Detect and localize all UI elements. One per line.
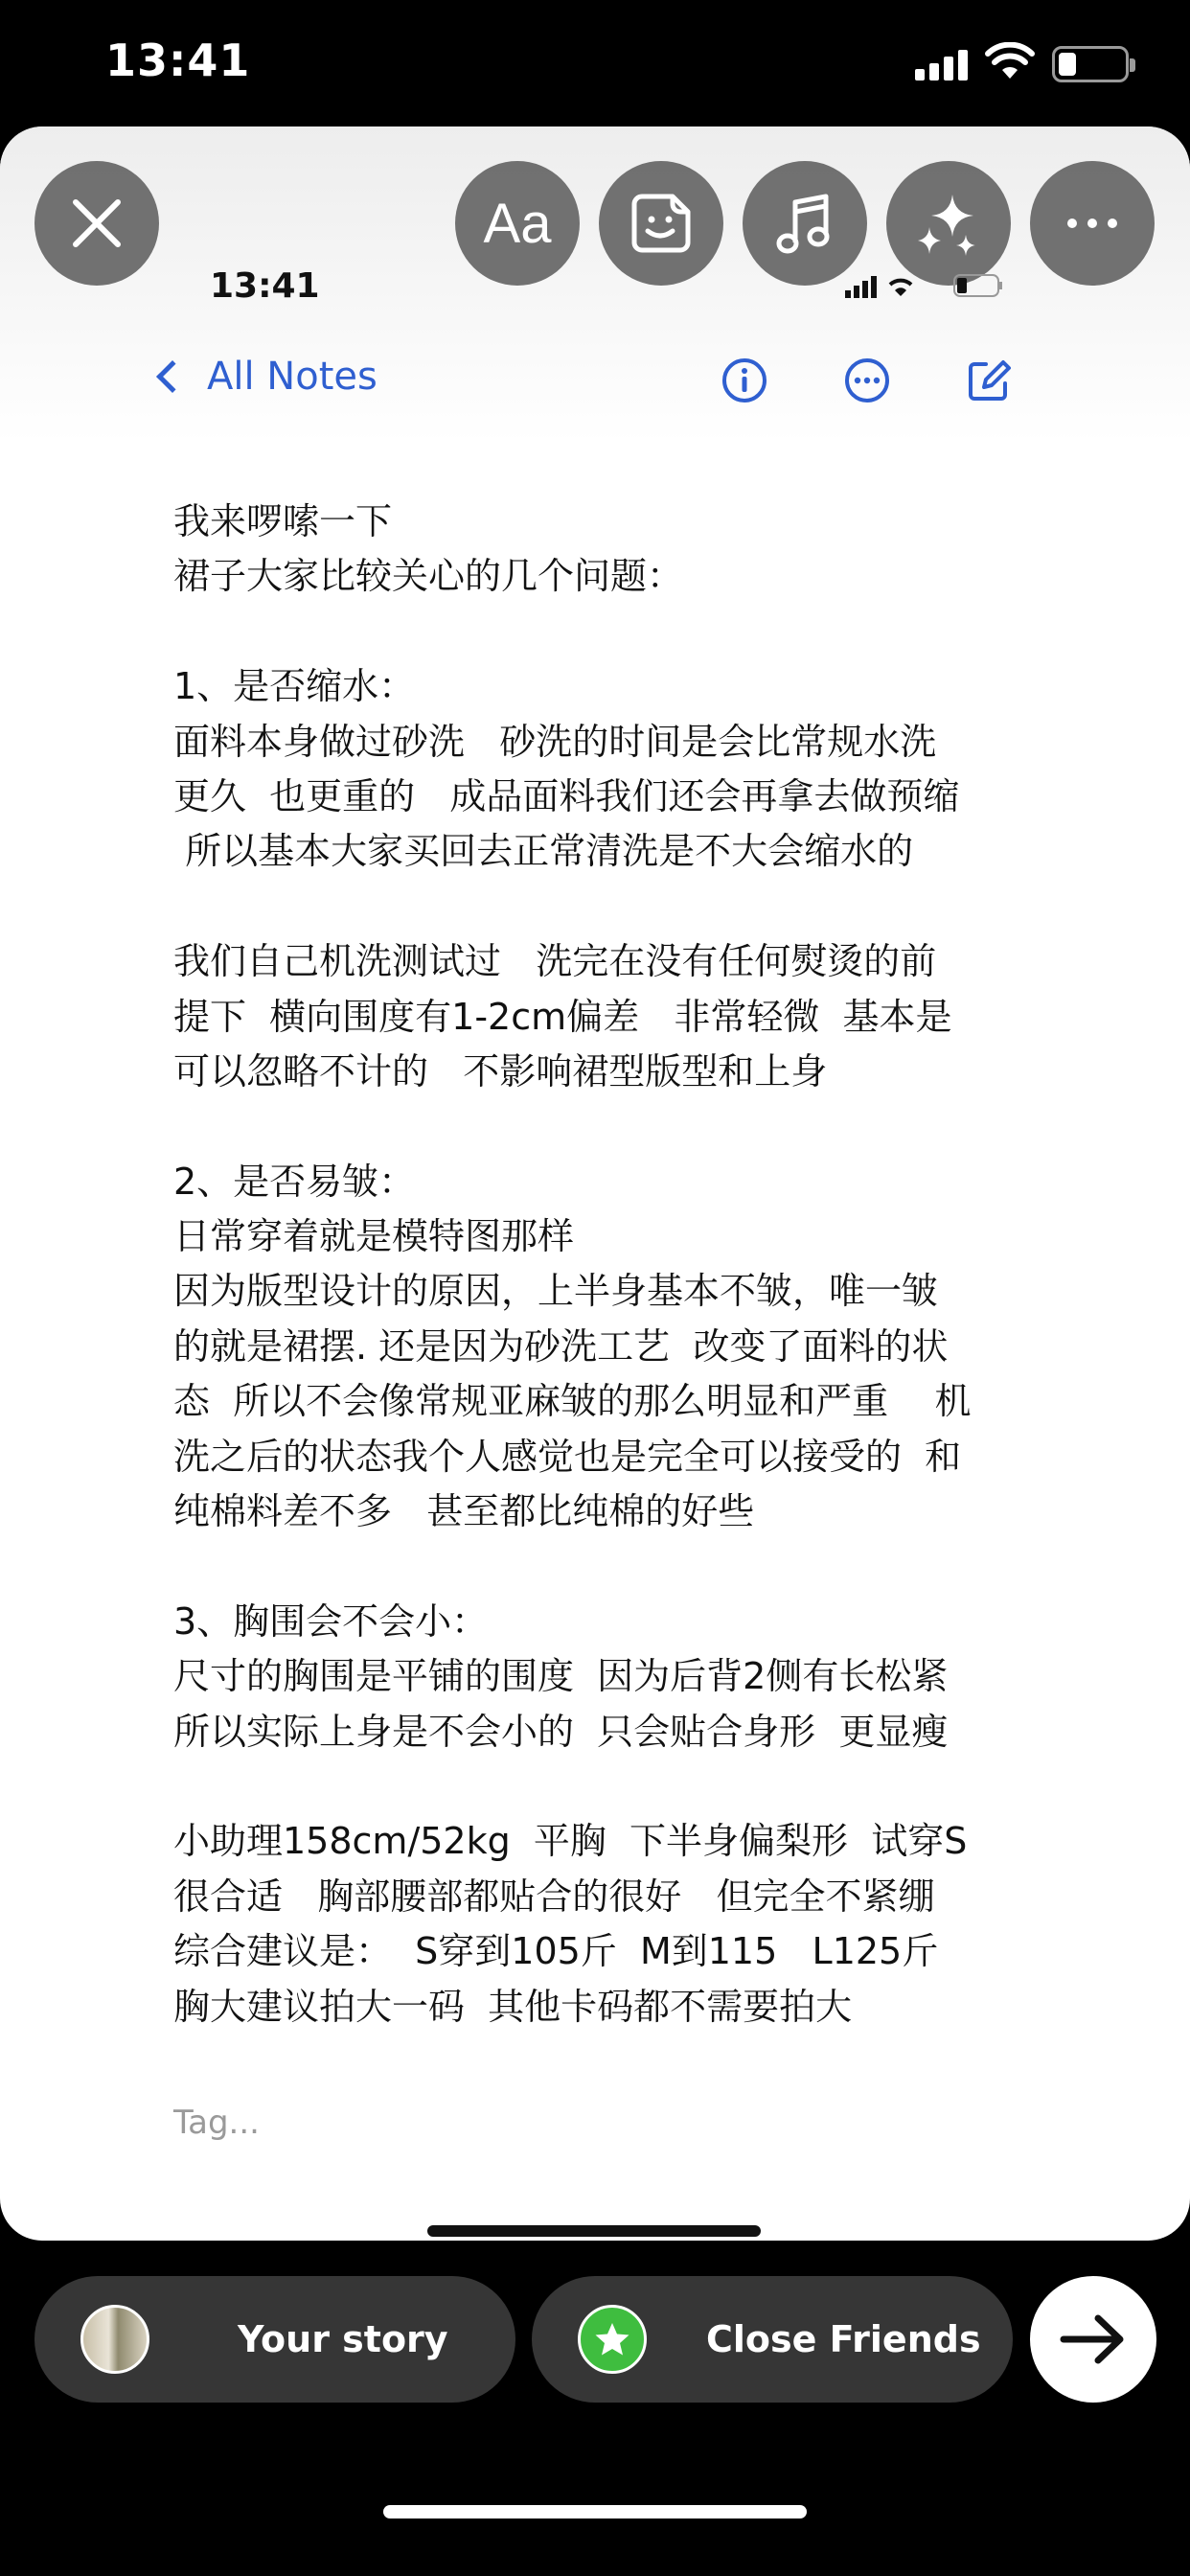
your-story-label: Your story xyxy=(238,2318,448,2360)
note-line xyxy=(173,1760,1036,1814)
note-line xyxy=(173,605,1036,659)
arrow-right-icon xyxy=(1060,2312,1127,2366)
note-line: 3、胸围会不会小： xyxy=(173,1599,489,1643)
close-button[interactable] xyxy=(34,161,159,286)
note-line: 面料本身做过砂洗 砂洗的时间是会比常规水洗 xyxy=(173,720,937,763)
note-line: 日常穿着就是模特图那样 xyxy=(173,1215,575,1258)
text-tool-button[interactable] xyxy=(455,161,580,286)
note-line: 因为版型设计的原因，上半身基本不皱，唯一皱 xyxy=(173,1270,939,1313)
screenshot-status-icons xyxy=(843,271,1016,300)
status-bar xyxy=(0,0,1190,125)
note-line: 所以实际上身是不会小的 只会贴合身形 更显瘦 xyxy=(173,1710,949,1753)
ellipsis-circle-icon[interactable] xyxy=(843,356,891,404)
note-line: 1、是否缩水： xyxy=(173,665,416,708)
music-button[interactable] xyxy=(743,161,867,286)
info-icon[interactable] xyxy=(721,356,768,404)
note-line: 小助理158cm/52kg 平胸 下半身偏梨形 试穿S xyxy=(173,1820,968,1863)
star-icon xyxy=(593,2320,631,2358)
back-to-all-notes[interactable] xyxy=(153,355,378,399)
text-tool-label: Aa xyxy=(483,192,552,255)
wifi-icon xyxy=(985,42,1035,80)
avatar xyxy=(80,2305,149,2374)
note-line: 可以忽略不计的 不影响裙型版型和上身 xyxy=(173,1049,828,1092)
chevron-left-icon xyxy=(156,360,189,393)
your-story-button[interactable] xyxy=(34,2276,515,2403)
note-line: 综合建议是： S穿到105斤 M到115 L125斤 xyxy=(173,1930,939,1973)
more-button[interactable] xyxy=(1030,161,1155,286)
close-friends-badge xyxy=(578,2305,647,2374)
battery-icon xyxy=(1052,46,1129,82)
note-body[interactable] xyxy=(173,494,1036,2035)
screenshot-status-time: 13:41 xyxy=(210,266,320,306)
note-line: 尺寸的胸围是平铺的围度 因为后背2侧有长松紧 xyxy=(173,1655,949,1698)
note-line: 我们自己机洗测试过 洗完在没有任何熨烫的前 xyxy=(173,940,937,983)
note-line: 所以基本大家买回去正常清洗是不大会缩水的 xyxy=(173,830,914,873)
music-note-icon xyxy=(774,191,835,256)
note-line: 纯棉料差不多 甚至都比纯棉的好些 xyxy=(173,1490,755,1533)
close-friends-button[interactable] xyxy=(532,2276,1013,2403)
cellular-signal-icon xyxy=(915,50,969,80)
sparkles-icon xyxy=(914,189,983,258)
close-friends-label: Close Friends xyxy=(706,2318,981,2360)
note-line: 胸大建议拍大一码 其他卡码都不需要拍大 xyxy=(173,1985,853,2028)
close-icon xyxy=(70,196,124,250)
more-icon xyxy=(1065,217,1119,230)
sticker-icon xyxy=(629,191,694,256)
note-line xyxy=(173,880,1036,934)
note-line: 更久 也更重的 成品面料我们还会再拿去做预缩 xyxy=(173,774,960,817)
note-line: 裙子大家比较关心的几个问题： xyxy=(173,555,684,598)
note-line: 我来啰嗦一下 xyxy=(173,500,393,542)
note-line xyxy=(173,1099,1036,1154)
back-label: All Notes xyxy=(207,355,378,399)
note-line: 2、是否易皱： xyxy=(173,1160,416,1203)
note-line: 提下 横向围度有1-2cm偏差 非常轻微 基本是 xyxy=(173,995,952,1038)
home-indicator xyxy=(383,2505,807,2518)
next-button[interactable] xyxy=(1030,2276,1156,2403)
note-line: 的就是裙摆. 还是因为砂洗工艺 改变了面料的状 xyxy=(173,1324,949,1368)
note-line xyxy=(173,1539,1036,1594)
screenshot-home-indicator xyxy=(427,2225,761,2237)
compose-icon[interactable] xyxy=(965,356,1013,404)
tag-placeholder: Tag... xyxy=(173,2104,260,2142)
status-time: 13:41 xyxy=(105,34,251,86)
note-line: 态 所以不会像常规亚麻皱的那么明显和严重 机 xyxy=(173,1380,972,1423)
note-line: 很合适 胸部腰部都贴合的很好 但完全不紧绷 xyxy=(173,1874,935,1918)
effects-button[interactable] xyxy=(886,161,1011,286)
note-line: 洗之后的状态我个人感觉也是完全可以接受的 和 xyxy=(173,1435,962,1478)
sticker-button[interactable] xyxy=(599,161,723,286)
